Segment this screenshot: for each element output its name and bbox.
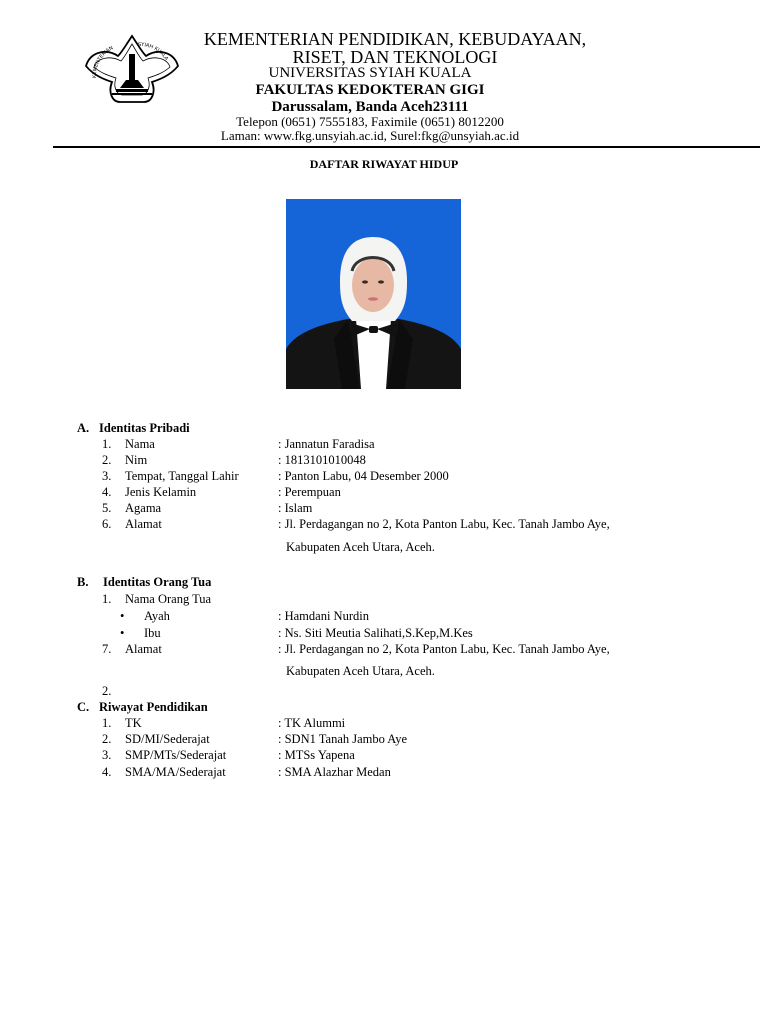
item-label: Nama Orang Tua [125, 592, 212, 606]
item-value: : Perempuan [278, 485, 341, 499]
item-number: 3. [102, 469, 112, 483]
document-title: DAFTAR RIWAYAT HIDUP [309, 157, 459, 171]
bullet-icon: • [120, 609, 125, 623]
item-value: : 1813101010048 [278, 453, 366, 467]
university-name: UNIVERSITAS SYIAH KUALA [268, 65, 472, 81]
item-value: : SDN1 Tanah Jambo Aye [278, 732, 407, 746]
item-label: Alamat [125, 517, 162, 531]
item-label: TK [125, 716, 142, 730]
item-value: : MTSs Yapena [278, 748, 355, 762]
faculty-address: Darussalam, Banda Aceh23111 [271, 99, 469, 115]
logo-text-left: KEMENTERIAN [91, 45, 115, 79]
item-number: 4. [102, 765, 112, 779]
item-label: Agama [125, 501, 162, 515]
item-label: SD/MI/Sederajat [125, 732, 210, 746]
address-continuation: Kabupaten Aceh Utara, Aceh. [286, 664, 435, 678]
item-label: Ayah [144, 609, 170, 623]
item-value: : SMA Alazhar Medan [278, 765, 391, 779]
item-number: 4. [102, 485, 112, 499]
section-a-title: Identitas Pribadi [99, 421, 190, 435]
item-label: Jenis Kelamin [125, 485, 197, 499]
item-label: Nim [125, 453, 148, 467]
item-label: SMA/MA/Sederajat [125, 765, 226, 779]
item-value: : Islam [278, 501, 313, 515]
bullet-icon: • [120, 626, 125, 640]
ministry-line-1: KEMENTERIAN PENDIDIKAN, KEBUDAYAAN, [203, 29, 587, 49]
item-value: : Jl. Perdagangan no 2, Kota Panton Labu, Kec. Tanah Jambo Aye, [278, 642, 610, 656]
item-value: : Jannatun Faradisa [278, 437, 375, 451]
item-value: : Hamdani Nurdin [278, 609, 369, 623]
item-value: : Jl. Perdagangan no 2, Kota Panton Labu, Kec. Tanah Jambo Aye, [278, 517, 610, 531]
logo-text-right: SYIAH KUALA [137, 41, 170, 62]
faculty-phone: Telepon (0651) 7555183, Faximile (0651) 8012200 [236, 114, 504, 129]
item-number: 2. [102, 453, 112, 467]
item-label: Nama [125, 437, 155, 451]
item-number: 1. [102, 592, 112, 606]
item-number: 5. [102, 501, 112, 515]
section-b-letter: B. [77, 575, 89, 589]
profile-photo [286, 199, 461, 389]
header-divider [53, 146, 760, 148]
address-continuation: Kabupaten Aceh Utara, Aceh. [286, 540, 435, 554]
item-value: : Ns. Siti Meutia Salihati,S.Kep,M.Kes [278, 626, 473, 640]
section-b-title: Identitas Orang Tua [103, 575, 212, 589]
item-number: 7. [102, 642, 112, 656]
item-number: 1. [102, 716, 112, 730]
item-number: 3. [102, 748, 112, 762]
section-a-letter: A. [77, 421, 90, 435]
item-label: SMP/MTs/Sederajat [125, 748, 227, 762]
item-label: Ibu [144, 626, 161, 640]
item-label: Tempat, Tanggal Lahir [125, 469, 239, 483]
item-value: : TK Alummi [278, 716, 346, 730]
item-number: 2. [102, 732, 112, 746]
section-c-title: Riwayat Pendidikan [99, 700, 208, 714]
item-number: 2. [102, 684, 112, 698]
item-number: 6. [102, 517, 112, 531]
ministry-line-2: RISET, DAN TEKNOLOGI [292, 47, 498, 67]
item-value: : Panton Labu, 04 Desember 2000 [278, 469, 449, 483]
item-label: Alamat [125, 642, 162, 656]
faculty-name: FAKULTAS KEDOKTERAN GIGI [255, 82, 485, 98]
item-number: 1. [102, 437, 112, 451]
faculty-web: Laman: www.fkg.unsyiah.ac.id, Surel:fkg@unsyiah.ac.id [220, 128, 520, 143]
section-c-letter: C. [77, 700, 90, 714]
